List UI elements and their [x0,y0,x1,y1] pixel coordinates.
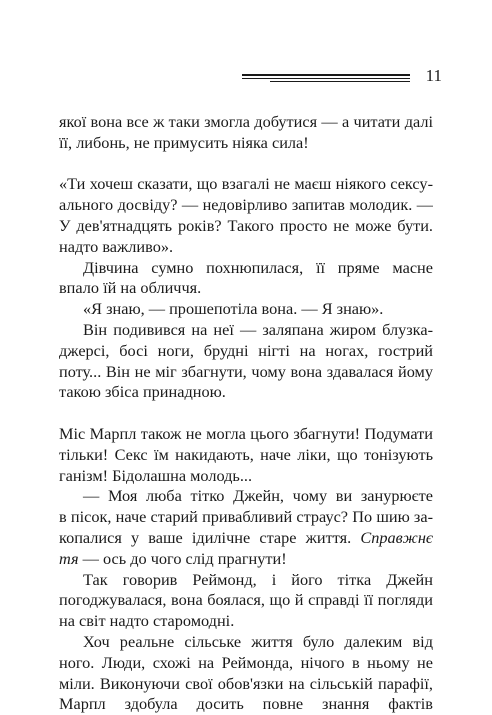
text-line: міли. Виконуючи свої обов'язки на сільській парафії, [59,673,433,693]
text-line: джерсі, босі ноги, брудні нігті на ногах, гострий [59,340,433,360]
text-line: Дівчина сумно похнюпилася, її пряме масне [83,257,433,277]
text-line: її, либонь, не примусить ніяка сила! [59,132,309,152]
paragraph-gap [59,403,433,424]
text-line: тя — ось до чого слід прагнути! [59,548,287,568]
running-header [242,66,442,86]
text-line: якої вона все ж таки змогла добутися — а читати далі [59,112,433,131]
text-line: надто важливо». [59,236,174,256]
text-line: ганізм! Бідолашна молодь... [59,465,253,485]
text-line: Він подивився на неї — заляпана жиром блузка- [83,319,433,339]
text-line: ального досвіду? — недовірливо запитав молодик. — [59,195,433,215]
text-line: погоджувалася, вона боялася, що й справді її погляди [59,590,433,610]
text-line: «Ти хочеш сказати, що взагалі не маєш ніякого сексу- [59,174,433,194]
text-line: У дев'ятнадцять років? Такого просто не може бути. [59,215,433,235]
page-number: 11 [425,66,442,85]
text-line: ного. Люди, схожі на Реймонда, нічого в ньому не [59,652,433,672]
text-line: впало їй на обличчя. [59,278,202,298]
text-line: Так говорив Реймонд, і його тітка Джейн [83,569,433,589]
text-line: тільки! Секс їм накидають, наче ліки, що тонізують [59,444,433,464]
body-text [59,112,433,715]
text-line: поту... Він не міг збагнути, чому вона здавалася йому [59,361,433,381]
header-rule-thin [242,78,410,79]
text-line: на світ надто старомодні. [59,611,235,631]
header-rule-thick [242,74,410,76]
header-rule-short [270,81,410,82]
text-line: Марпл здобула досить повне знання фактів [59,694,433,714]
text-line: в пісок, наче старий привабливий страус? По шию за- [59,507,433,527]
text-line: копалися у ваше ідилічне старе життя. Справжнє [59,527,433,547]
text-line: Хоч реальне сільське життя було далеким від [83,631,433,651]
paragraph-gap [59,154,433,175]
text-line: Міс Марпл також не могла цього збагнути! Подумати [59,423,433,443]
text-line: такою збіса принадною. [59,382,226,402]
text-line: — Моя люба тітко Джейн, чому ви занурюєте [83,486,433,506]
text-line: «Я знаю, — прошепотіла вона. — Я знаю». [83,299,384,319]
